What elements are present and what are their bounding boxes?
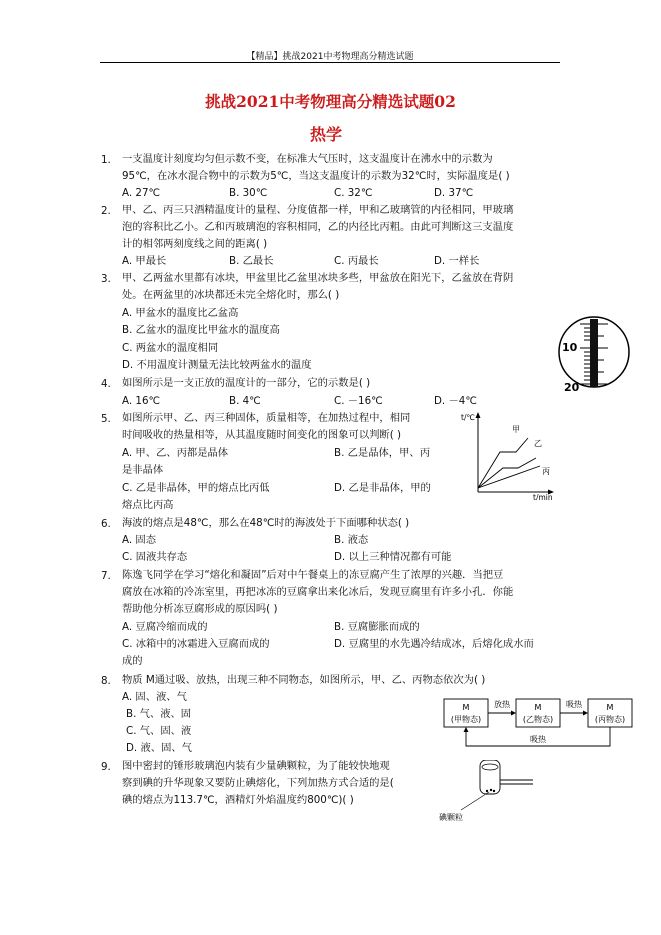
page-title: 挑战2021中考物理高分精选试题02 [205,92,456,111]
option-d-continued: 成的 [122,655,143,667]
iodine-bulb-figure [437,760,537,826]
option-a: A. 固、液、气 [122,691,187,703]
question-number: 7. [101,570,111,582]
state-box-label: (乙物态) [522,715,554,724]
question-number: 6. [101,518,111,530]
option-c: C. 丙最长 [334,255,379,267]
option-c: C. 两盆水的温度相同 [122,342,219,354]
question-text-line: 腐放在冰箱的冷冻室里，再把冰冻的豆腐拿出来化冰后，发现豆腐里有许多小孔．你能 [122,586,514,598]
question-number: 5. [101,413,111,425]
question-text-line: 如图所示是一支正放的温度计的一部分，它的示数是( ) [122,377,371,389]
question-number: 1. [101,154,111,166]
series-label: 丙 [542,467,550,476]
state-box-label: M [534,703,542,712]
option-d: D. 以上三种情况都有可能 [334,551,452,563]
iodine-particle [493,790,495,792]
option-d: D. 乙是非晶体，甲的 [334,482,431,494]
section-title: 热学 [310,125,343,144]
page-header: 【精品】挑战2021中考物理高分精选试题 [246,52,414,62]
state-change-diagram [441,690,641,756]
y-axis-label: t/℃ [461,413,475,422]
option-c: C. 固液共存态 [122,551,188,563]
option-b-continued: 是非晶体 [122,464,164,476]
option-b: B. 气、液、固 [126,708,192,720]
question-text-line: 泡的容积比乙小。乙和丙玻璃泡的容积相同，乙的内径比丙粗。由此可判断这三支温度 [122,221,514,233]
question-text-line: 一支温度计刻度均匀但示数不变，在标准大气压时，这支温度计在沸水中的示数为 [122,153,493,165]
option-c: C. 冰箱中的冰霜进入豆腐而成的 [122,638,270,650]
option-a: A. 27℃ [122,187,161,199]
option-c: C. 32℃ [334,187,373,199]
thermometer-column [590,319,598,387]
question-number: 8. [101,675,111,687]
question-text-line: 帮助他分析冻豆腐形成的原因吗( ) [122,603,278,615]
state-box-label: (丙物态) [594,715,626,724]
series-label: 甲 [512,425,520,434]
question-text-line: 碘的熔点为113.7℃，酒精灯外焰温度约800℃)( ) [122,794,354,806]
arrowhead [583,711,588,716]
temperature-time-graph [458,408,558,500]
question-text-line: 陈逸飞同学在学习“熔化和凝固”后对中午餐桌上的冻豆腐产生了浓厚的兴趣．当把豆 [122,569,504,581]
header-divider [100,62,560,63]
option-d: D. 豆腐里的水先遇冷结成冰，后熔化成水而 [334,638,534,650]
option-a: A. 甲盆水的温度比乙盆高 [122,307,239,319]
arrow-label: 吸热 [566,700,582,709]
arrow-label: 吸热 [530,735,546,744]
option-a: A. 甲最长 [122,255,167,267]
option-b: B. 乙最长 [229,255,274,267]
state-box-label: M [462,703,470,712]
question-text-line: 甲、乙、丙三只酒精温度计的量程、分度值都一样，甲和乙玻璃管的内径相同，甲玻璃 [122,204,514,216]
option-a: A. 固态 [122,534,157,546]
option-a: A. 豆腐冷缩而成的 [122,621,208,633]
caption-leader-line [461,792,489,810]
scale-label: 20 [564,381,580,392]
scale-label: 10 [562,341,578,354]
question-text-line: 计的相邻两刻度线之间的距离( ) [122,238,268,250]
question-number: 4. [101,378,111,390]
question-number: 3. [101,273,111,285]
question-number: 9. [101,761,111,773]
state-box-label: M [606,703,614,712]
arrowhead [464,727,469,732]
series-jia-line [478,438,528,488]
question-text-line: 海波的熔点是48℃，那么在48℃时的海波处于下面哪种状态( ) [122,517,410,529]
arrow-label: 放热 [494,700,510,709]
iodine-particle [490,789,492,791]
question-text-line: 察到碘的升华现象又要防止碘熔化，下列加热方式合适的是( [122,777,394,789]
option-b: B. 30℃ [229,187,268,199]
question-number: 2. [101,205,111,217]
thermometer-figure [554,316,638,392]
series-label: 乙 [534,439,542,448]
option-b: B. 豆腐膨胀而成的 [334,621,420,633]
option-b: B. 乙盆水的温度比甲盆水的温度高 [122,324,280,336]
option-d: D. 不用温度计测量无法比较两盆水的温度 [122,359,312,371]
option-c: C. 乙是非晶体，甲的熔点比丙低 [122,482,270,494]
question-text-line: 图中密封的锤形玻璃泡内装有少量碘颗粒，为了能较快地观 [122,760,390,772]
option-a: A. 甲、乙、丙都是晶体 [122,447,229,459]
option-d: D. 液、固、气 [126,742,192,754]
state-box-label: (甲物态) [450,715,482,724]
question-text-line: 时间吸收的热量相等，从其温度随时间变化的图象可以判断( ) [122,429,402,441]
option-c: C. 气、固、液 [126,725,192,737]
arrowhead [511,711,516,716]
option-b: B. 4℃ [229,395,261,407]
option-d-continued: 熔点比丙高 [122,499,174,511]
option-d: D. －4℃ [434,395,477,407]
iodine-particle [486,790,488,792]
option-b: B. 乙是晶体，甲、丙 [334,447,430,459]
x-axis-label: t/min [533,493,553,500]
option-c: C. －16℃ [334,395,383,407]
y-axis-arrow [476,412,481,418]
option-d: D. 一样长 [434,255,480,267]
question-text-line: 物质 M通过吸、放热，出现三种不同物态，如图所示，甲、乙、丙物态依次为( ) [122,674,486,686]
series-bing-line [478,466,540,488]
figure-caption: 碘颗粒 [439,813,463,822]
question-text-line: 甲、乙两盆水里都有冰块，甲盆里比乙盆里冰块多些，甲盆放在阳光下，乙盆放在背阴 [122,272,514,284]
option-b: B. 液态 [334,534,369,546]
question-text-line: 95℃，在冰水混合物中的示数为5℃，当这支温度计的示数为32℃时，实际温度是( ) [122,170,510,182]
option-a: A. 16℃ [122,395,161,407]
option-d: D. 37℃ [434,187,474,199]
question-text-line: 处。在两盆里的冰块都还未完全熔化时，那么( ) [122,289,340,301]
question-text-line: 如图所示甲、乙、丙三种固体，质量相等，在加热过程中，相同 [122,412,411,424]
